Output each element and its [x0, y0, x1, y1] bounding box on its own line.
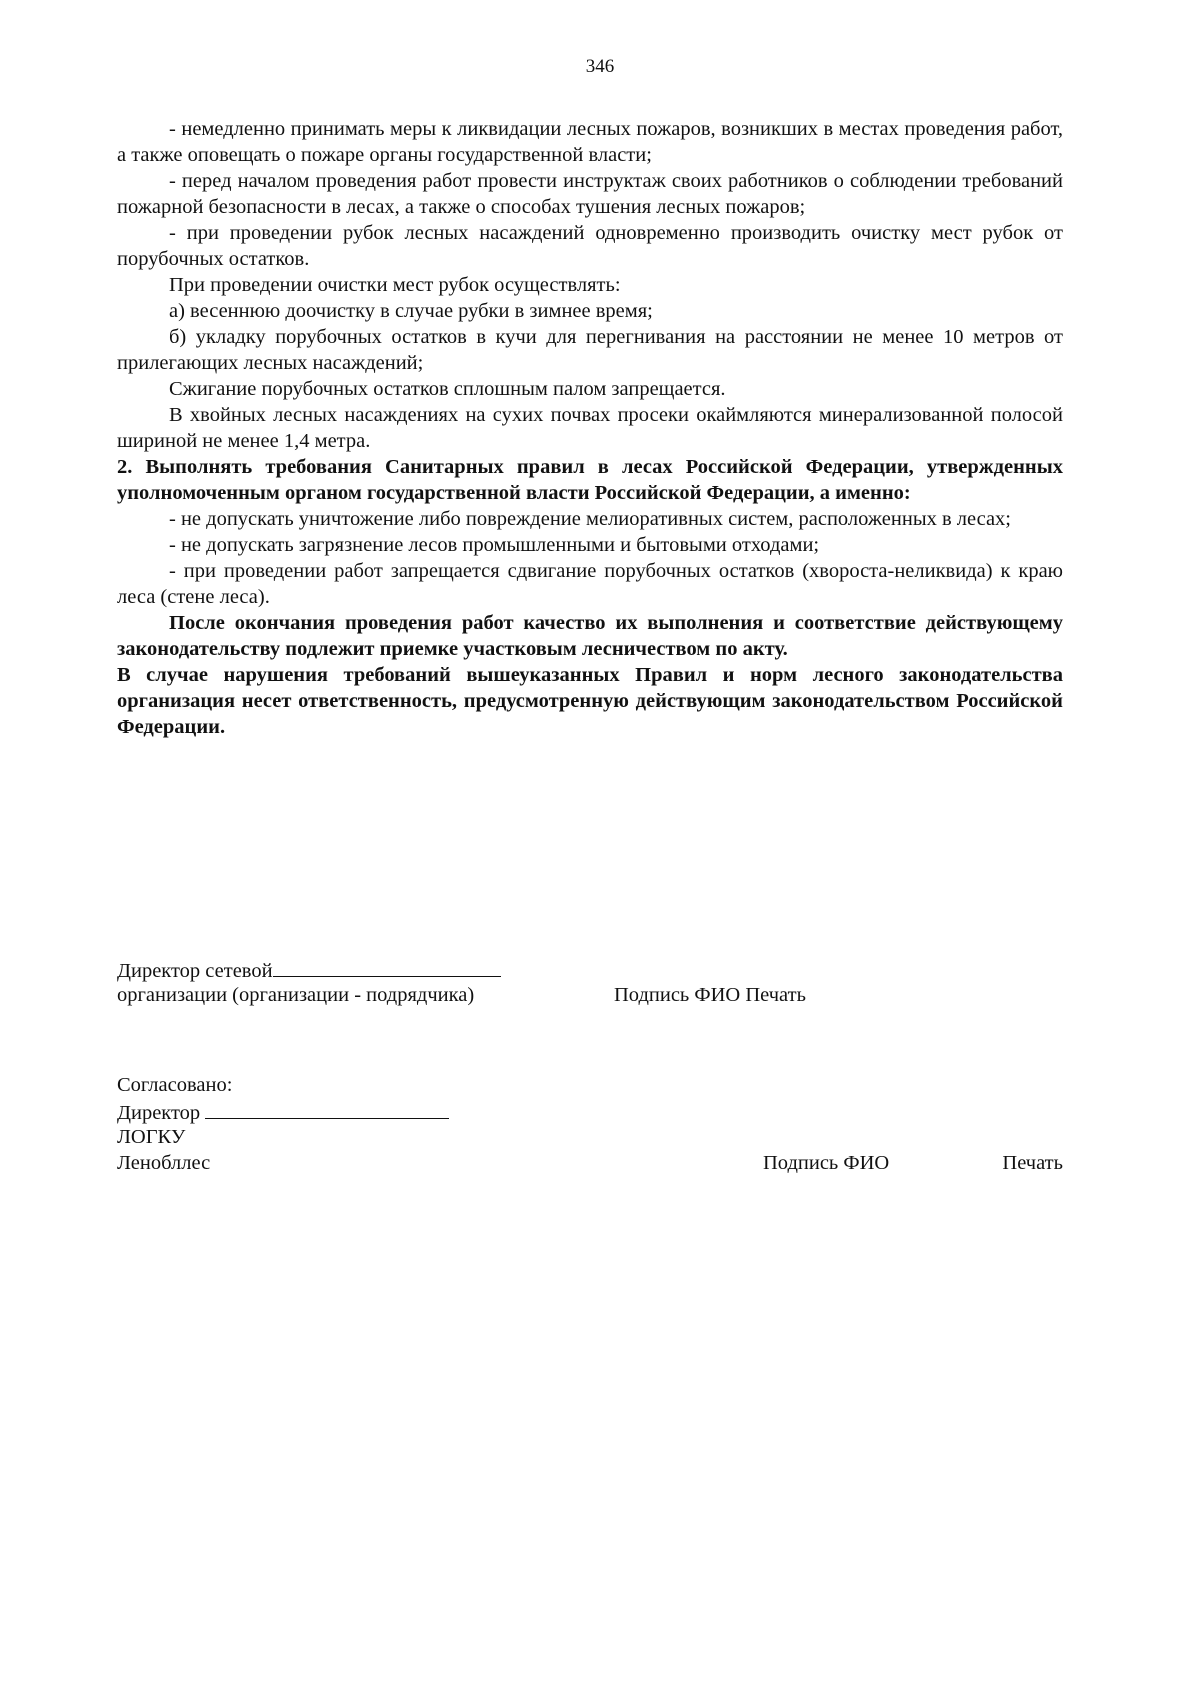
approval-director-label: Директор — [117, 1102, 201, 1124]
paragraph-fire-briefing: - перед началом проведения работ провести инструктаж своих работников о соблюдении требований пожарной безопасности в лесах, а также о способах тушения лесных пожаров; — [117, 170, 1063, 218]
approval-org-row-1 — [117, 1124, 1063, 1150]
approval-org-subname: Ленобллес — [117, 1152, 211, 1174]
paragraph-pollution: - не допускать загрязнение лесов промышленными и бытовыми отходами; — [169, 534, 820, 556]
approval-agreed-label: Согласовано: — [117, 1074, 233, 1096]
approval-signature-line — [205, 1098, 449, 1119]
contractor-director-label: Директор сетевой — [117, 960, 273, 982]
contractor-signature-block — [117, 956, 1063, 1008]
paragraph-felling-cleanup: - при проведении рубок лесных насаждений одновременно производить очистку мест рубок от порубочных остатков. — [117, 222, 1063, 270]
approval-signature-caption: Подпись ФИО — [763, 1152, 890, 1174]
approval-org-name: ЛОГКУ — [117, 1126, 186, 1148]
document-body — [117, 116, 1063, 740]
paragraph-mineral-strip: В хвойных лесных насаждениях на сухих почвах просеки окаймляются минерализованной полосой шириной не менее 1,4 метра. — [117, 404, 1063, 452]
contractor-signature-caption: Подпись ФИО Печать — [614, 984, 806, 1006]
paragraph-liability: В случае нарушения требований вышеуказанных Правил и норм лесного законодательства организация несет ответственность, предусмотренную действующим законодательством Российской Федерации. — [117, 664, 1063, 738]
contractor-org-row — [117, 982, 1063, 1008]
approval-seal-caption: Печать — [1002, 1152, 1063, 1174]
paragraph-cleanup-intro: При проведении очистки мест рубок осуществлять: — [169, 274, 621, 296]
paragraph-burning-ban: Сжигание порубочных остатков сплошным палом запрещается. — [169, 378, 726, 400]
approval-org-row-2 — [117, 1150, 1063, 1176]
approval-agreed-row — [117, 1072, 1063, 1098]
paragraph-melioration: - не допускать уничтожение либо повреждение мелиоративных систем, расположенных в лесах; — [169, 508, 1012, 530]
paragraph-item-b: б) укладку порубочных остатков в кучи для перегнивания на расстоянии не менее 10 метров от прилегающих лесных насаждений; — [117, 326, 1063, 374]
paragraph-item-a: а) весеннюю доочистку в случае рубки в зимнее время; — [169, 300, 653, 322]
approval-signature-block — [117, 1072, 1063, 1176]
paragraph-acceptance: После окончания проведения работ качество их выполнения и соответствие действующему законодательству подлежит приемке участковым лесничеством по акту. — [117, 612, 1063, 660]
paragraph-brushwood: - при проведении работ запрещается сдвигание порубочных остатков (хвороста-неликвида) к краю леса (стене леса). — [117, 560, 1063, 608]
contractor-signature-line — [273, 956, 501, 977]
contractor-director-row — [117, 956, 1063, 982]
page-number: 346 — [585, 56, 615, 77]
approval-director-row — [117, 1098, 1063, 1124]
paragraph-sanitary-rules: 2. Выполнять требования Санитарных правил в лесах Российской Федерации, утвержденных уполномоченным органом государственной власти Российской Федерации, а именно: — [117, 456, 1063, 504]
contractor-org-label: организации (организации - подрядчика) — [117, 984, 475, 1006]
paragraph-fire-liquidation: - немедленно принимать меры к ликвидации лесных пожаров, возникших в местах проведения работ, а также оповещать о пожаре органы государственной власти; — [117, 118, 1063, 166]
